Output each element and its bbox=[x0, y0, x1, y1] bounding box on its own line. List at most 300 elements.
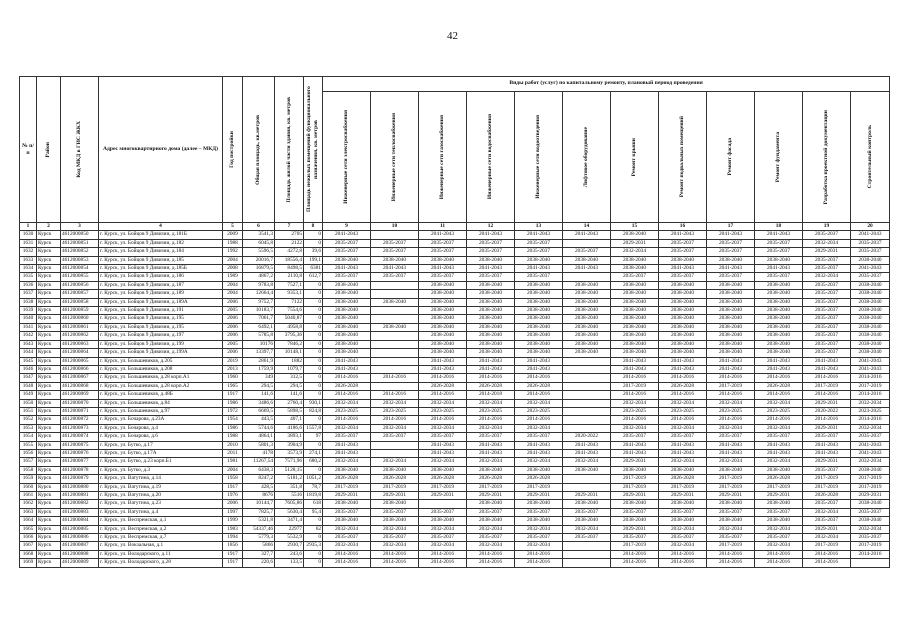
table-cell: 1645 bbox=[20, 357, 37, 365]
table-cell: 2032-2034 bbox=[323, 542, 371, 550]
table-cell: 2035-2037 bbox=[659, 433, 707, 441]
table-cell: 2014-2016 bbox=[755, 391, 803, 399]
table-cell: 2038-2040 bbox=[323, 315, 371, 323]
table-cell: 2038-2040 bbox=[467, 256, 515, 264]
table-cell: 3573,9 bbox=[275, 449, 304, 457]
table-cell: 2032-2034 bbox=[851, 525, 890, 533]
table-cell: г. Курск, ул. Бойцов 9 Дивизии, д.189А bbox=[99, 298, 223, 306]
table-cell: 2038-2040 bbox=[467, 349, 515, 357]
table-cell: г. Курск, ул. Большевиков, д.208 bbox=[99, 365, 223, 373]
table-cell: 274,1 bbox=[304, 449, 323, 457]
table-cell: 2035-2037 bbox=[371, 239, 419, 247]
table-cell: 2041-2043 bbox=[467, 449, 515, 457]
column-number: 1 bbox=[20, 223, 37, 231]
table-cell: 2041-2043 bbox=[323, 231, 371, 239]
table-cell: 2041-2043 bbox=[515, 357, 563, 365]
table-cell: 2035-2037 bbox=[803, 231, 851, 239]
table-cell: 2006 bbox=[223, 315, 243, 323]
table-cell: 2017-2019 bbox=[371, 483, 419, 491]
table-cell: 2035-2037 bbox=[467, 248, 515, 256]
table-cell: 6381 bbox=[304, 265, 323, 273]
table-cell: 13397,7 bbox=[243, 349, 275, 357]
table-cell: 1658 bbox=[20, 466, 37, 474]
table-row bbox=[20, 256, 890, 264]
table-cell: 2038-2040 bbox=[755, 332, 803, 340]
header-work-8: Ремонт подвальных помещений bbox=[659, 92, 707, 223]
table-cell bbox=[371, 382, 419, 390]
table-cell: 2014-2016 bbox=[803, 391, 851, 399]
table-cell: 2041-2043 bbox=[803, 441, 851, 449]
table-row bbox=[20, 281, 890, 289]
table-cell: 2038-2040 bbox=[323, 500, 371, 508]
table-cell: 2035-2037 bbox=[611, 508, 659, 516]
table-cell: 2038-2040 bbox=[467, 323, 515, 331]
table-cell: 2035-2037 bbox=[467, 534, 515, 542]
table-cell: 294,5 bbox=[275, 382, 304, 390]
table-cell: 930,1 bbox=[304, 399, 323, 407]
table-cell: 2038-2040 bbox=[659, 315, 707, 323]
table-cell: 2035-2037 bbox=[659, 248, 707, 256]
table-cell: 2032-2034 bbox=[371, 542, 419, 550]
table-row bbox=[20, 416, 890, 424]
table-cell bbox=[563, 559, 611, 567]
table-cell: Курск bbox=[37, 365, 61, 373]
table-cell: 1665 bbox=[20, 525, 37, 533]
table-cell: 2041-2043 bbox=[659, 231, 707, 239]
table-cell: 2032-2034 bbox=[659, 525, 707, 533]
table-cell: Курск bbox=[37, 492, 61, 500]
table-cell: 2032-2034 bbox=[563, 458, 611, 466]
table-cell: 2038-2040 bbox=[419, 340, 467, 348]
table-cell: г. Курск, ул. Бойцов 9 Дивизии, д.185Б bbox=[99, 265, 223, 273]
table-cell bbox=[563, 374, 611, 382]
table-cell: 2035-2037 bbox=[371, 534, 419, 542]
table-cell: 5596,5 bbox=[243, 248, 275, 256]
table-cell: 2026-2028 bbox=[467, 475, 515, 483]
table-cell: 2035-2037 bbox=[851, 273, 890, 281]
table-cell: 2017-2019 bbox=[803, 483, 851, 491]
table-cell: 2038-2040 bbox=[707, 323, 755, 331]
table-cell: 4612000863 bbox=[61, 340, 99, 348]
table-cell: 7554,6 bbox=[275, 307, 304, 315]
table-cell: 2038-2040 bbox=[659, 298, 707, 306]
table-cell: 1079,7 bbox=[275, 365, 304, 373]
table-cell: 18556,4 bbox=[275, 256, 304, 264]
table-cell: г. Курск, ул. Бойцов 9 Дивизии, д.191 bbox=[99, 307, 223, 315]
table-cell: 2038-2040 bbox=[563, 466, 611, 474]
header-work-4: Инженерные сети водоснабжения bbox=[467, 92, 515, 223]
table-cell: 2014-2016 bbox=[611, 374, 659, 382]
table-cell: 1644 bbox=[20, 349, 37, 357]
table-row bbox=[20, 517, 890, 525]
table-row bbox=[20, 298, 890, 306]
table-row bbox=[20, 248, 890, 256]
table-cell: 141,6 bbox=[275, 391, 304, 399]
table-cell: 5744,6 bbox=[243, 424, 275, 432]
table-cell: 1662 bbox=[20, 500, 37, 508]
table-cell: 2041-2043 bbox=[851, 441, 890, 449]
table-cell: 2035-2037 bbox=[419, 239, 467, 247]
table-cell: 2038-2040 bbox=[851, 340, 890, 348]
table-cell: 0 bbox=[304, 534, 323, 542]
table-cell: 2014-2018 bbox=[467, 391, 515, 399]
table-cell: г. Курск, ул. Бойцов 9 Дивизии, д.181Б bbox=[99, 231, 223, 239]
table-cell: г. Курск, ул. Бойцов 9 Дивизии, д.185 bbox=[99, 256, 223, 264]
table-cell: 428,5 bbox=[243, 483, 275, 491]
table-cell: г. Курск, ул. Ватутина, д.14 bbox=[99, 475, 223, 483]
table-cell: 2017-2019 bbox=[803, 382, 851, 390]
table-cell: 2035-2037 bbox=[707, 508, 755, 516]
table-cell: 2032-2034 bbox=[323, 424, 371, 432]
table-cell: 2035-2037 bbox=[851, 534, 890, 542]
table-cell: 220,6 bbox=[243, 559, 275, 567]
table-cell: 2035-2037 bbox=[419, 433, 467, 441]
table-cell: 2041-2043 bbox=[803, 449, 851, 457]
table-cell: Курск bbox=[37, 525, 61, 533]
table-row bbox=[20, 433, 890, 441]
table-cell: г. Курск, ул. Бойцов 9 Дивизии, д.187 bbox=[99, 281, 223, 289]
table-cell: 2041-2043 bbox=[467, 357, 515, 365]
table-cell: 0 bbox=[304, 559, 323, 567]
table-cell: 2032-2034 bbox=[611, 248, 659, 256]
table-cell: 2041-2043 bbox=[755, 231, 803, 239]
table-cell: 2029-2031 bbox=[803, 525, 851, 533]
table-cell: 2014-2016 bbox=[755, 374, 803, 382]
table-cell: г. Курск, ул. Бойцов 9 Дивизии, д.184 bbox=[99, 248, 223, 256]
table-cell: г. Курск, ул. Ватутина, д.20 bbox=[99, 492, 223, 500]
table-cell bbox=[563, 416, 611, 424]
table-cell: 1958 bbox=[223, 475, 243, 483]
table-cell: Курск bbox=[37, 349, 61, 357]
table-cell: 2038-2040 bbox=[707, 517, 755, 525]
table-cell: 2038-2040 bbox=[515, 290, 563, 298]
table-cell: 2038-2040 bbox=[707, 500, 755, 508]
table-cell: 1988 bbox=[223, 239, 243, 247]
table-cell: 11267,54 bbox=[243, 458, 275, 466]
table-cell: 2035-2037 bbox=[707, 433, 755, 441]
table-cell: Курск bbox=[37, 332, 61, 340]
table-cell: 4612000855 bbox=[61, 273, 99, 281]
table-cell: 2014-2016 bbox=[803, 559, 851, 567]
table-cell: г. Курск, ул. Бойцов 9 Дивизии, д.182 bbox=[99, 239, 223, 247]
table-cell: 2032-2034 bbox=[755, 542, 803, 550]
table-cell: 4612000874 bbox=[61, 433, 99, 441]
table-row bbox=[20, 500, 890, 508]
table-cell: 2041-2043 bbox=[467, 231, 515, 239]
table-cell: 6492,1 bbox=[243, 323, 275, 331]
table-cell: 2038-2040 bbox=[707, 298, 755, 306]
table-cell: 2035-2037 bbox=[323, 508, 371, 516]
table-cell: 618 bbox=[304, 500, 323, 508]
table-cell: 2019 bbox=[223, 357, 243, 365]
table-cell bbox=[371, 281, 419, 289]
table-cell: 2020-2022 bbox=[803, 407, 851, 415]
table-cell: 8498,5 bbox=[275, 265, 304, 273]
table-cell: 2006 bbox=[223, 332, 243, 340]
table-cell: Курск bbox=[37, 290, 61, 298]
table-cell: 2026-2028 bbox=[659, 475, 707, 483]
table-cell: 2035-2037 bbox=[323, 273, 371, 281]
table-cell: 2038-2040 bbox=[851, 281, 890, 289]
table-cell: 2032-2034 bbox=[851, 399, 890, 407]
table-cell: 2038-2040 bbox=[419, 281, 467, 289]
table-cell: 3893,1 bbox=[275, 433, 304, 441]
header-works-group: Виды работ (услуг) по капитальному ремонту, плановый период проведения bbox=[323, 77, 890, 92]
table-cell: 2038-2040 bbox=[755, 340, 803, 348]
table-cell: 2038-2040 bbox=[563, 256, 611, 264]
table-cell: 1882 bbox=[275, 357, 304, 365]
table-cell bbox=[563, 407, 611, 415]
table-cell: 2035-2037 bbox=[707, 534, 755, 542]
table-cell: 2032-2034 bbox=[659, 458, 707, 466]
table-cell: 2020-2022 bbox=[563, 433, 611, 441]
table-cell: 2017-2019 bbox=[803, 542, 851, 550]
table-cell: г. Курск, ул. Ватутина, д.4 bbox=[99, 508, 223, 516]
table-cell: 407,1 bbox=[275, 416, 304, 424]
table-cell: Курск bbox=[37, 248, 61, 256]
table-cell: 7605,86 bbox=[275, 500, 304, 508]
table-cell: 2035-2037 bbox=[851, 508, 890, 516]
table-cell: 2026-2028 bbox=[659, 382, 707, 390]
table-cell: 2017-2019 bbox=[611, 382, 659, 390]
table-cell: 2032-2034 bbox=[419, 525, 467, 533]
table-cell: 1653 bbox=[20, 424, 37, 432]
table-cell: 0 bbox=[304, 466, 323, 474]
table-cell: 1051,2 bbox=[304, 475, 323, 483]
table-cell: Курск bbox=[37, 500, 61, 508]
table-cell: 2014-2016 bbox=[851, 416, 890, 424]
table-cell: 2004 bbox=[223, 281, 243, 289]
table-cell: 2038-2040 bbox=[467, 298, 515, 306]
table-cell: 2032-2034 bbox=[419, 542, 467, 550]
table-cell bbox=[563, 391, 611, 399]
table-cell: 2035-2037 bbox=[803, 340, 851, 348]
table-cell: 1650 bbox=[20, 399, 37, 407]
table-cell: 2041-2043 bbox=[323, 265, 371, 273]
table-cell: 1651 bbox=[20, 407, 37, 415]
table-cell: 2038-2040 bbox=[371, 466, 419, 474]
table-cell: г. Курск, ул. Бутко, д.17 bbox=[99, 441, 223, 449]
table-cell: 612,7 bbox=[304, 273, 323, 281]
table-cell: 2038-2040 bbox=[755, 517, 803, 525]
table-cell: Курск bbox=[37, 391, 61, 399]
table-cell: 2041-2043 bbox=[419, 265, 467, 273]
table-cell: 0 bbox=[304, 298, 323, 306]
table-cell: 2038-2040 bbox=[611, 281, 659, 289]
header-num: № п/п bbox=[20, 77, 37, 223]
table-cell: 2041-2043 bbox=[371, 265, 419, 273]
table-cell: 2026-2028 bbox=[755, 475, 803, 483]
table-cell: 443,5 bbox=[243, 416, 275, 424]
table-cell: 2038-2040 bbox=[755, 290, 803, 298]
table-cell: 1759,9 bbox=[243, 365, 275, 373]
table-cell: 2035-2037 bbox=[803, 323, 851, 331]
table-cell: 2035-2037 bbox=[467, 508, 515, 516]
table-cell: 2032-2034 bbox=[515, 424, 563, 432]
table-cell: 2017-2019 bbox=[419, 483, 467, 491]
table-cell: 5128,15 bbox=[275, 466, 304, 474]
table-cell: 0 bbox=[304, 374, 323, 382]
table-cell: 2038-2040 bbox=[467, 281, 515, 289]
table-cell: 2032-2034 bbox=[515, 525, 563, 533]
table-cell: 1631 bbox=[20, 239, 37, 247]
table-cell: 2035-2037 bbox=[515, 239, 563, 247]
table-cell: 0 bbox=[304, 441, 323, 449]
table-cell: 2038-2040 bbox=[611, 349, 659, 357]
table-cell: 1917 bbox=[223, 550, 243, 558]
table-cell: Курск bbox=[37, 315, 61, 323]
table-cell: 39,6 bbox=[304, 248, 323, 256]
table-cell: 2014-2016 bbox=[707, 559, 755, 567]
table-cell: 2014-2016 bbox=[611, 559, 659, 567]
table-cell: г. Курск, ул. Большевиков, д.84 bbox=[99, 399, 223, 407]
table-cell: 1635 bbox=[20, 273, 37, 281]
table-cell: 2032-2034 bbox=[371, 458, 419, 466]
table-cell: 2038-2040 bbox=[419, 290, 467, 298]
table-cell: 2038-2040 bbox=[563, 298, 611, 306]
table-cell: 2014-2016 bbox=[707, 391, 755, 399]
table-row bbox=[20, 273, 890, 281]
table-cell bbox=[419, 500, 467, 508]
table-cell: 2017-2019 bbox=[467, 483, 515, 491]
table-cell: 2014-2016 bbox=[803, 416, 851, 424]
table-cell: 2038-2040 bbox=[419, 298, 467, 306]
table-cell: 312,5 bbox=[275, 374, 304, 382]
table-cell: 2014-2016 bbox=[323, 559, 371, 567]
table-cell: 2038-2040 bbox=[467, 466, 515, 474]
table-cell: 2029-2031 bbox=[803, 424, 851, 432]
table-cell: 2038-2040 bbox=[851, 349, 890, 357]
table-cell: 2032-2034 bbox=[707, 458, 755, 466]
table-cell: Курск bbox=[37, 239, 61, 247]
table-cell: г. Курск, ул. Веспремская, д.2 bbox=[99, 525, 223, 533]
table-cell: г. Курск, ул. Бутко, д.3 bbox=[99, 466, 223, 474]
table-cell: 2038-2040 bbox=[563, 307, 611, 315]
table-cell bbox=[371, 441, 419, 449]
table-cell: 2032-2034 bbox=[419, 399, 467, 407]
table-cell: 2026-2028 bbox=[419, 382, 467, 390]
table-cell: 0 bbox=[304, 550, 323, 558]
table-cell: 2038-2040 bbox=[611, 332, 659, 340]
table-row bbox=[20, 475, 890, 483]
table-cell: 4612000875 bbox=[61, 441, 99, 449]
table-cell: 8676 bbox=[243, 492, 275, 500]
table-cell: 12664,4 bbox=[243, 290, 275, 298]
table-cell: 2035-2037 bbox=[755, 239, 803, 247]
table-cell: 95,4 bbox=[304, 508, 323, 516]
table-cell: 2035-2037 bbox=[803, 500, 851, 508]
table-cell: 2029-2031 bbox=[419, 492, 467, 500]
table-cell: 2038-2040 bbox=[515, 315, 563, 323]
table-cell: 4612000853 bbox=[61, 256, 99, 264]
table-cell: 2014-2016 bbox=[659, 559, 707, 567]
table-cell: 2861,9 bbox=[243, 357, 275, 365]
table-cell: 2038-2040 bbox=[611, 265, 659, 273]
table-cell: 2029-2031 bbox=[467, 492, 515, 500]
header-work-9: Ремонт фасада bbox=[707, 92, 755, 223]
table-cell: 2038-2040 bbox=[755, 323, 803, 331]
table-cell: 2017-2019 bbox=[659, 483, 707, 491]
table-cell: 4612000860 bbox=[61, 315, 99, 323]
table-cell: 2035-2037 bbox=[803, 332, 851, 340]
table-cell: 2038-2040 bbox=[707, 349, 755, 357]
table-cell: 4612000876 bbox=[61, 449, 99, 457]
table-cell: 1856 bbox=[223, 542, 243, 550]
table-cell: Курск bbox=[37, 281, 61, 289]
table-cell: 5898,5 bbox=[275, 407, 304, 415]
table-cell: 2038-2040 bbox=[659, 290, 707, 298]
column-number: 5 bbox=[223, 223, 243, 231]
table-cell: 1972 bbox=[223, 407, 243, 415]
table-row bbox=[20, 340, 890, 348]
table-cell: 2035-2037 bbox=[851, 248, 890, 256]
table-cell: 2038-2040 bbox=[659, 256, 707, 264]
table-cell: 2029-2031 bbox=[611, 492, 659, 500]
table-cell: 2038-2040 bbox=[515, 307, 563, 315]
table-cell: 2041-2043 bbox=[419, 441, 467, 449]
table-cell: 1646 bbox=[20, 365, 37, 373]
table-cell: 2035-2037 bbox=[611, 273, 659, 281]
table-cell: 8247,2 bbox=[243, 475, 275, 483]
table-cell: 2122 bbox=[275, 239, 304, 247]
table-cell: 2041-2043 bbox=[755, 449, 803, 457]
table-cell: 2032-2034 bbox=[515, 399, 563, 407]
table-cell: Курск bbox=[37, 542, 61, 550]
page-number: 42 bbox=[447, 30, 458, 42]
table-cell: 1661 bbox=[20, 492, 37, 500]
table-cell: 2035-2037 bbox=[371, 508, 419, 516]
table-cell: 2038-2040 bbox=[563, 517, 611, 525]
table-cell: 2041-2043 bbox=[563, 265, 611, 273]
table-cell bbox=[563, 424, 611, 432]
table-cell: 133,5 bbox=[275, 559, 304, 567]
table-cell: Курск bbox=[37, 407, 61, 415]
table-cell: 7825,7 bbox=[243, 508, 275, 516]
table-cell: 1667 bbox=[20, 542, 37, 550]
table-cell: 2032-2034 bbox=[467, 399, 515, 407]
table-cell: 2041-2043 bbox=[851, 357, 890, 365]
table-row bbox=[20, 349, 890, 357]
table-cell: 0 bbox=[304, 391, 323, 399]
table-cell: 2032-2034 bbox=[371, 399, 419, 407]
table-cell: 2005 bbox=[223, 307, 243, 315]
table-cell: 2038-2040 bbox=[419, 315, 467, 323]
table-cell: 2029-2031 bbox=[803, 458, 851, 466]
table-cell: 2041-2043 bbox=[755, 357, 803, 365]
table-cell: 2035-2037 bbox=[707, 248, 755, 256]
table-cell: 1994 bbox=[223, 534, 243, 542]
table-cell: 2032-2034 bbox=[707, 424, 755, 432]
table-cell: г. Курск, ул. Бойцов 9 Дивизии, д.186 bbox=[99, 273, 223, 281]
table-cell: 327,7 bbox=[243, 550, 275, 558]
table-cell: 0 bbox=[304, 517, 323, 525]
table-cell: 2023-2025 bbox=[419, 407, 467, 415]
table-cell: 2035-2037 bbox=[659, 534, 707, 542]
table-cell: 243,6 bbox=[275, 550, 304, 558]
table-cell: 2041-2043 bbox=[659, 357, 707, 365]
table-cell: Курск bbox=[37, 307, 61, 315]
table-cell: 2038-2040 bbox=[323, 332, 371, 340]
table-row bbox=[20, 391, 890, 399]
table-cell bbox=[371, 307, 419, 315]
table-cell: 2041-2043 bbox=[419, 449, 467, 457]
table-cell bbox=[563, 399, 611, 407]
table-cell: 2038-2040 bbox=[611, 323, 659, 331]
table-cell: 0 bbox=[304, 231, 323, 239]
table-cell: 2035-2037 bbox=[755, 508, 803, 516]
table-cell: г. Курск, ул. Бойцов 9 Дивизии, д.199 bbox=[99, 340, 223, 348]
table-cell: Курск bbox=[37, 231, 61, 239]
